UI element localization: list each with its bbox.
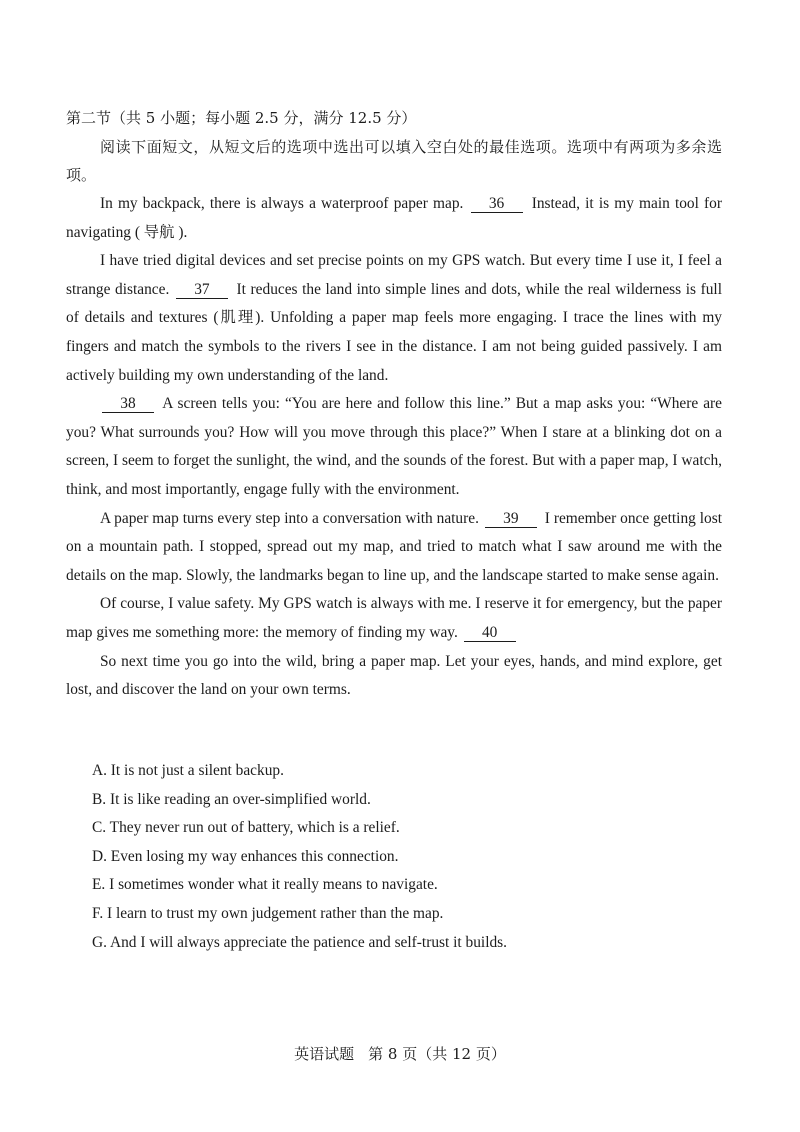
paragraph-3 xyxy=(66,390,722,504)
answer-options xyxy=(92,757,712,957)
answer-blank-39: 39 xyxy=(485,510,537,528)
option-g: G. And I will always appreciate the patience and self-trust it builds. xyxy=(92,933,507,951)
paragraph-text: It reduces the land into simple lines and dots, while the real wilderness is full of details and textures (肌理). Unfolding a paper map feels more engaging. I trace the lines with my fingers and match the symbols to the rivers I see in the distance. I am not being guided passively. I am actively building my own understanding of the land. xyxy=(66,280,722,384)
reading-passage xyxy=(66,190,722,705)
paragraph-2 xyxy=(66,247,722,390)
option-d: D. Even losing my way enhances this connection. xyxy=(92,847,399,865)
paragraph-text: So next time you go into the wild, bring a paper map. Let your eyes, hands, and mind explore, get lost, and discover the land on your own terms. xyxy=(66,652,722,699)
paragraph-text: Of course, I value safety. My GPS watch is always with me. I reserve it for emergency, but the paper map gives me something more: the memory of finding my way. xyxy=(66,595,722,641)
answer-blank-36: 36 xyxy=(471,195,523,213)
answer-blank-40: 40 xyxy=(464,624,516,642)
page-footer xyxy=(0,1044,800,1064)
option-e: E. I sometimes wonder what it really means to navigate. xyxy=(92,876,438,894)
paragraph-text: Instead, it is my main tool for navigating ( 导航 ). xyxy=(66,195,722,241)
answer-blank-37: 37 xyxy=(176,281,228,299)
paragraph-text: I have tried digital devices and set precise points on my GPS watch. But every time I use it, I feel a strange distance. xyxy=(66,252,722,298)
footer-subject: 英语试题 xyxy=(294,1045,355,1063)
option-f: F. I learn to trust my own judgement rather than the map. xyxy=(92,904,444,922)
paragraph-5 xyxy=(66,590,722,647)
paragraph-text: In my backpack, there is always a waterproof paper map. xyxy=(100,195,464,212)
answer-blank-38: 38 xyxy=(102,395,154,413)
section-instruction: 阅读下面短文，从短文后的选项中选出可以填入空白处的最佳选项。选项中有两项为多余选项。 xyxy=(66,138,722,184)
paragraph-text: I remember once getting lost on a mountain path. I stopped, spread out my map, and tried to match what I saw around me with the details on the map. Slowly, the landmarks began to line up, and the landscape started to make sense again. xyxy=(66,509,722,584)
footer-page-number: 第 8 页（共 12 页） xyxy=(368,1045,506,1063)
paragraph-6 xyxy=(66,648,722,705)
paragraph-1 xyxy=(66,190,722,247)
option-c: C. They never run out of battery, which is a relief. xyxy=(92,819,400,837)
option-a: A. It is not just a silent backup. xyxy=(92,762,284,779)
section-title: 第二节（共 5 小题；每小题 2.5 分，满分 12.5 分） xyxy=(66,109,417,127)
paragraph-4 xyxy=(66,505,722,591)
paragraph-text: A paper map turns every step into a conversation with nature. xyxy=(100,509,479,527)
option-b: B. It is like reading an over-simplified world. xyxy=(92,790,371,808)
paragraph-text: A screen tells you: “You are here and follow this line.” But a map asks you: “Where are you? What surrounds you? How will you move through this place?” When I stare at a blinking dot on a screen, I seem to forget the sunlight, the wind, and the sounds of the forest. But with a paper map, I watch, think, and most importantly, engage fully with the environment. xyxy=(66,395,723,498)
